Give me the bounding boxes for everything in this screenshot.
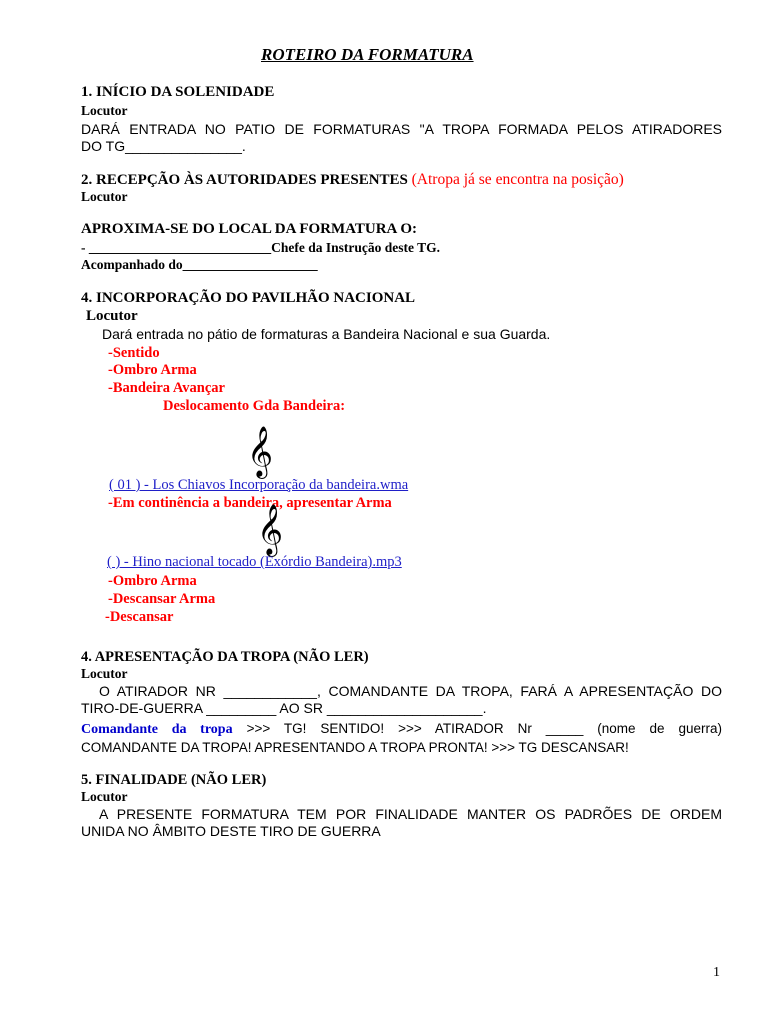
command-continencia: -Em continência a bandeira, apresentar Arma	[108, 495, 392, 511]
section-5-heading: 5. FINALIDADE (NÃO LER)	[81, 772, 267, 788]
section-4b-paragraph-2-line-2: COMANDANTE DA TROPA! APRESENTANDO A TROPA PRONTA! >>> TG DESCANSAR!	[81, 740, 629, 755]
section-4b-speaker: Locutor	[81, 666, 128, 681]
section-4-intro: Dará entrada no pátio de formaturas a Bandeira Nacional e sua Guarda.	[102, 326, 551, 342]
section-2-approach: APROXIMA-SE DO LOCAL DA FORMATURA O:	[81, 221, 417, 237]
section-2-heading-line	[81, 171, 624, 189]
section-1-speaker: Locutor	[81, 103, 128, 118]
command-descansar: -Descansar	[105, 609, 174, 625]
page-number: 1	[713, 965, 720, 980]
audio-link-hino-nacional[interactable]: ( ) - Hino nacional tocado (Exórdio Bandeira).mp3	[107, 554, 402, 570]
audio-link-incorporacao[interactable]: ( 01 ) - Los Chiavos Incorporação da bandeira.wma	[109, 477, 409, 493]
section-5-line-2: UNIDA NO ÂMBITO DESTE TIRO DE GUERRA	[81, 823, 381, 839]
section-4-speaker: Locutor	[86, 308, 138, 324]
comandante-label: Comandante da tropa	[81, 722, 233, 737]
document-title: ROTEIRO DA FORMATURA	[261, 45, 474, 64]
section-1-line-1: DARÁ ENTRADA NO PATIO DE FORMATURAS "A TROPA FORMADA PELOS ATIRADORES	[81, 121, 722, 137]
section-4b-paragraph-2-rest: >>> TG! SENTIDO! >>> ATIRADOR Nr _____ (nome de guerra)	[246, 721, 722, 736]
section-1-heading: 1. INÍCIO DA SOLENIDADE	[81, 84, 275, 100]
section-5-line-1: A PRESENTE FORMATURA TEM POR FINALIDADE MANTER OS PADRÕES DE ORDEM	[99, 806, 722, 822]
section-4b-heading: 4. APRESENTAÇÃO DA TROPA (NÃO LER)	[81, 649, 369, 665]
section-2-note: (Atropa já se encontra na posição)	[411, 171, 624, 188]
section-1-line-2: DO TG_______________.	[81, 138, 246, 154]
section-2-chefe: - ___________________________Chefe da Instrução deste TG.	[81, 240, 440, 255]
section-4b-paragraph-1-line-1: O ATIRADOR NR ____________, COMANDANTE DA TROPA, FARÁ A APRESENTAÇÃO DO	[99, 683, 722, 699]
section-4-heading: 4. INCORPORAÇÃO DO PAVILHÃO NACIONAL	[81, 290, 416, 306]
section-2-acompanhado: Acompanhado do____________________	[81, 257, 318, 272]
command-ombro-arma: -Ombro Arma	[108, 362, 197, 378]
treble-clef-icon: 𝄞	[257, 504, 284, 555]
treble-clef-icon: 𝄞	[247, 426, 274, 477]
command-descansar-arma: -Descansar Arma	[108, 591, 216, 607]
section-2-heading: 2. RECEPÇÃO ÀS AUTORIDADES PRESENTES	[81, 172, 408, 188]
section-4b-paragraph-2-line-1	[81, 721, 722, 738]
command-bandeira-avancar: -Bandeira Avançar	[108, 380, 225, 396]
section-2-speaker: Locutor	[81, 189, 128, 204]
section-4b-paragraph-1-line-2: TIRO-DE-GUERRA _________ AO SR ____________________.	[81, 700, 487, 716]
command-sentido: -Sentido	[108, 345, 160, 361]
deslocamento-label: Deslocamento Gda Bandeira:	[163, 398, 346, 414]
section-5-speaker: Locutor	[81, 789, 128, 804]
command-ombro-arma-2: -Ombro Arma	[108, 573, 197, 589]
